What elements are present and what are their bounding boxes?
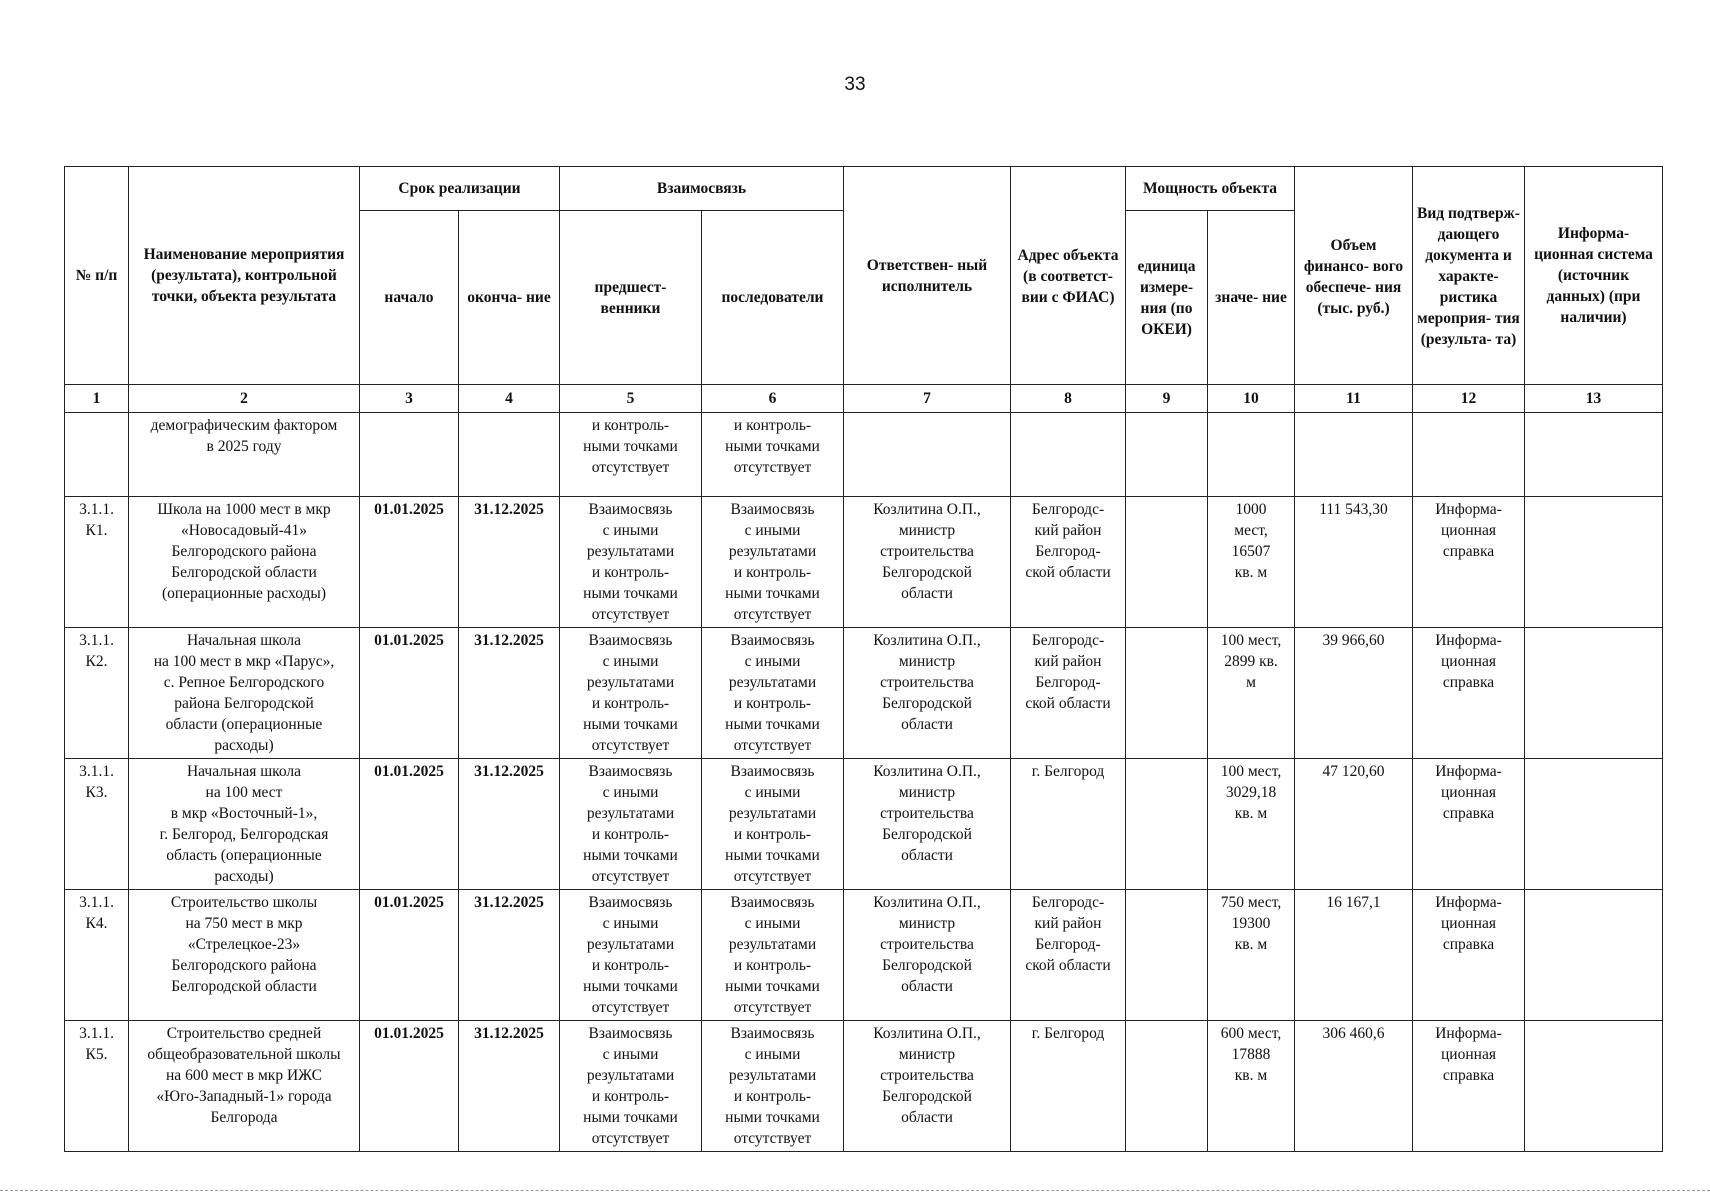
table-row	[65, 759, 1663, 890]
header-info-system: Информа- ционная система (источник данных) (при наличии)	[1525, 167, 1663, 385]
cell-number: 3.1.1. К4.	[65, 890, 129, 1021]
header-value: значе- ние	[1208, 211, 1295, 385]
table-row	[65, 890, 1663, 1021]
cell-end: 31.12.2025	[459, 628, 560, 759]
cell-executor: Козлитина О.П., министр строительства Белгородской области	[844, 1021, 1011, 1152]
column-number: 13	[1525, 385, 1663, 413]
cell-empty	[844, 413, 1011, 497]
cell-value: 100 мест, 3029,18 кв. м	[1208, 759, 1295, 890]
cell-unit	[1126, 497, 1208, 628]
cell-financing: 111 543,30	[1295, 497, 1413, 628]
cell-unit	[1126, 1021, 1208, 1152]
cell-name: Начальная школа на 100 мест в мкр «Восточный-1», г. Белгород, Белгородская область (операционные расходы)	[129, 759, 360, 890]
cell-value: 750 мест, 19300 кв. м	[1208, 890, 1295, 1021]
cell-number: 3.1.1. К1.	[65, 497, 129, 628]
cell-document: Информа- ционная справка	[1413, 759, 1525, 890]
cell-predecessors: и контроль- ными точками отсутствует	[560, 413, 702, 497]
header-executor: Ответствен- ный исполнитель	[844, 167, 1011, 385]
cell-address: Белгородс- кий район Белгород- ской области	[1011, 890, 1126, 1021]
cell-empty	[65, 413, 129, 497]
column-number: 6	[702, 385, 844, 413]
header-document: Вид подтверж- дающего документа и характе- ристика мероприя- тия (результа- та)	[1413, 167, 1525, 385]
header-unit: единица измере- ния (по ОКЕИ)	[1126, 211, 1208, 385]
cell-executor: Козлитина О.П., министр строительства Белгородской области	[844, 890, 1011, 1021]
cell-end: 31.12.2025	[459, 890, 560, 1021]
cell-start: 01.01.2025	[360, 628, 459, 759]
cell-value: 600 мест, 17888 кв. м	[1208, 1021, 1295, 1152]
column-number: 11	[1295, 385, 1413, 413]
page-bottom-rule	[0, 1190, 1710, 1191]
cell-number: 3.1.1. К2.	[65, 628, 129, 759]
cell-name: демографическим фактором в 2025 году	[129, 413, 360, 497]
cell-number: 3.1.1. К3.	[65, 759, 129, 890]
header-end: оконча- ние	[459, 211, 560, 385]
cell-empty	[1011, 413, 1126, 497]
cell-successors: Взаимосвязь с иными результатами и контроль- ными точками отсутствует	[702, 1021, 844, 1152]
column-number: 1	[65, 385, 129, 413]
cell-predecessors: Взаимосвязь с иными результатами и контроль- ными точками отсутствует	[560, 890, 702, 1021]
cell-value: 100 мест, 2899 кв. м	[1208, 628, 1295, 759]
cell-executor: Козлитина О.П., министр строительства Белгородской области	[844, 759, 1011, 890]
cell-empty	[1413, 413, 1525, 497]
column-number: 2	[129, 385, 360, 413]
cell-address: г. Белгород	[1011, 759, 1126, 890]
header-address: Адрес объекта (в соответст- вии с ФИАС)	[1011, 167, 1126, 385]
cell-financing: 39 966,60	[1295, 628, 1413, 759]
cell-empty	[1208, 413, 1295, 497]
cell-end: 31.12.2025	[459, 759, 560, 890]
cell-name: Строительство школы на 750 мест в мкр «Стрелецкое-23» Белгородского района Белгородской области	[129, 890, 360, 1021]
table-body	[65, 385, 1663, 1152]
cell-predecessors: Взаимосвязь с иными результатами и контроль- ными точками отсутствует	[560, 628, 702, 759]
cell-end: 31.12.2025	[459, 1021, 560, 1152]
cell-successors: Взаимосвязь с иными результатами и контроль- ными точками отсутствует	[702, 759, 844, 890]
cell-address: Белгородс- кий район Белгород- ской области	[1011, 628, 1126, 759]
header-start: начало	[360, 211, 459, 385]
cell-name: Строительство средней общеобразовательной школы на 600 мест в мкр ИЖС «Юго-Западный-1» города Белгорода	[129, 1021, 360, 1152]
cell-document: Информа- ционная справка	[1413, 1021, 1525, 1152]
table-row	[65, 497, 1663, 628]
cell-unit	[1126, 628, 1208, 759]
cell-info-system	[1525, 759, 1663, 890]
cell-successors: Взаимосвязь с иными результатами и контроль- ными точками отсутствует	[702, 628, 844, 759]
cell-predecessors: Взаимосвязь с иными результатами и контроль- ными точками отсутствует	[560, 759, 702, 890]
page-number: 33	[844, 74, 866, 95]
cell-end: 31.12.2025	[459, 497, 560, 628]
cell-address: Белгородс- кий район Белгород- ской области	[1011, 497, 1126, 628]
column-number: 3	[360, 385, 459, 413]
header-link-group: Взаимосвязь	[560, 167, 844, 211]
header-financing: Объем финансо- вого обеспече- ния (тыс. руб.)	[1295, 167, 1413, 385]
cell-executor: Козлитина О.П., министр строительства Белгородской области	[844, 497, 1011, 628]
cell-document: Информа- ционная справка	[1413, 628, 1525, 759]
cell-financing: 47 120,60	[1295, 759, 1413, 890]
column-number: 10	[1208, 385, 1295, 413]
column-number: 8	[1011, 385, 1126, 413]
cell-start: 01.01.2025	[360, 497, 459, 628]
cell-successors: и контроль- ными точками отсутствует	[702, 413, 844, 497]
cell-name: Начальная школа на 100 мест в мкр «Парус», с. Репное Белгородского района Белгородской области (операционные расходы)	[129, 628, 360, 759]
cell-document: Информа- ционная справка	[1413, 890, 1525, 1021]
cell-predecessors: Взаимосвязь с иными результатами и контроль- ными точками отсутствует	[560, 1021, 702, 1152]
cell-unit	[1126, 890, 1208, 1021]
cell-empty	[1295, 413, 1413, 497]
table-row	[65, 628, 1663, 759]
cell-address: г. Белгород	[1011, 1021, 1126, 1152]
cell-empty	[360, 413, 459, 497]
cell-value: 1000 мест, 16507 кв. м	[1208, 497, 1295, 628]
continuation-row	[65, 413, 1663, 497]
header-name: Наименование мероприятия (результата), контрольной точки, объекта результата	[129, 167, 360, 385]
activities-table	[64, 166, 1663, 1152]
header-successors: последователи	[702, 211, 844, 385]
cell-start: 01.01.2025	[360, 759, 459, 890]
cell-name: Школа на 1000 мест в мкр «Новосадовый-41» Белгородского района Белгородской области (операционные расходы)	[129, 497, 360, 628]
cell-financing: 16 167,1	[1295, 890, 1413, 1021]
cell-executor: Козлитина О.П., министр строительства Белгородской области	[844, 628, 1011, 759]
cell-successors: Взаимосвязь с иными результатами и контроль- ными точками отсутствует	[702, 497, 844, 628]
column-number: 5	[560, 385, 702, 413]
cell-empty	[1525, 413, 1663, 497]
column-number: 9	[1126, 385, 1208, 413]
cell-info-system	[1525, 497, 1663, 628]
column-number: 7	[844, 385, 1011, 413]
table-row	[65, 1021, 1663, 1152]
cell-document: Информа- ционная справка	[1413, 497, 1525, 628]
cell-start: 01.01.2025	[360, 890, 459, 1021]
cell-info-system	[1525, 890, 1663, 1021]
cell-unit	[1126, 759, 1208, 890]
header-number: № п/п	[65, 167, 129, 385]
cell-number: 3.1.1. К5.	[65, 1021, 129, 1152]
header-capacity-group: Мощность объекта	[1126, 167, 1295, 211]
cell-empty	[459, 413, 560, 497]
cell-start: 01.01.2025	[360, 1021, 459, 1152]
table-header	[65, 167, 1663, 385]
header-term-group: Срок реализации	[360, 167, 560, 211]
column-number: 4	[459, 385, 560, 413]
header-predecessors: предшест- венники	[560, 211, 702, 385]
cell-successors: Взаимосвязь с иными результатами и контроль- ными точками отсутствует	[702, 890, 844, 1021]
cell-info-system	[1525, 628, 1663, 759]
cell-empty	[1126, 413, 1208, 497]
column-number: 12	[1413, 385, 1525, 413]
column-number-row	[65, 385, 1663, 413]
cell-financing: 306 460,6	[1295, 1021, 1413, 1152]
cell-info-system	[1525, 1021, 1663, 1152]
cell-predecessors: Взаимосвязь с иными результатами и контроль- ными точками отсутствует	[560, 497, 702, 628]
